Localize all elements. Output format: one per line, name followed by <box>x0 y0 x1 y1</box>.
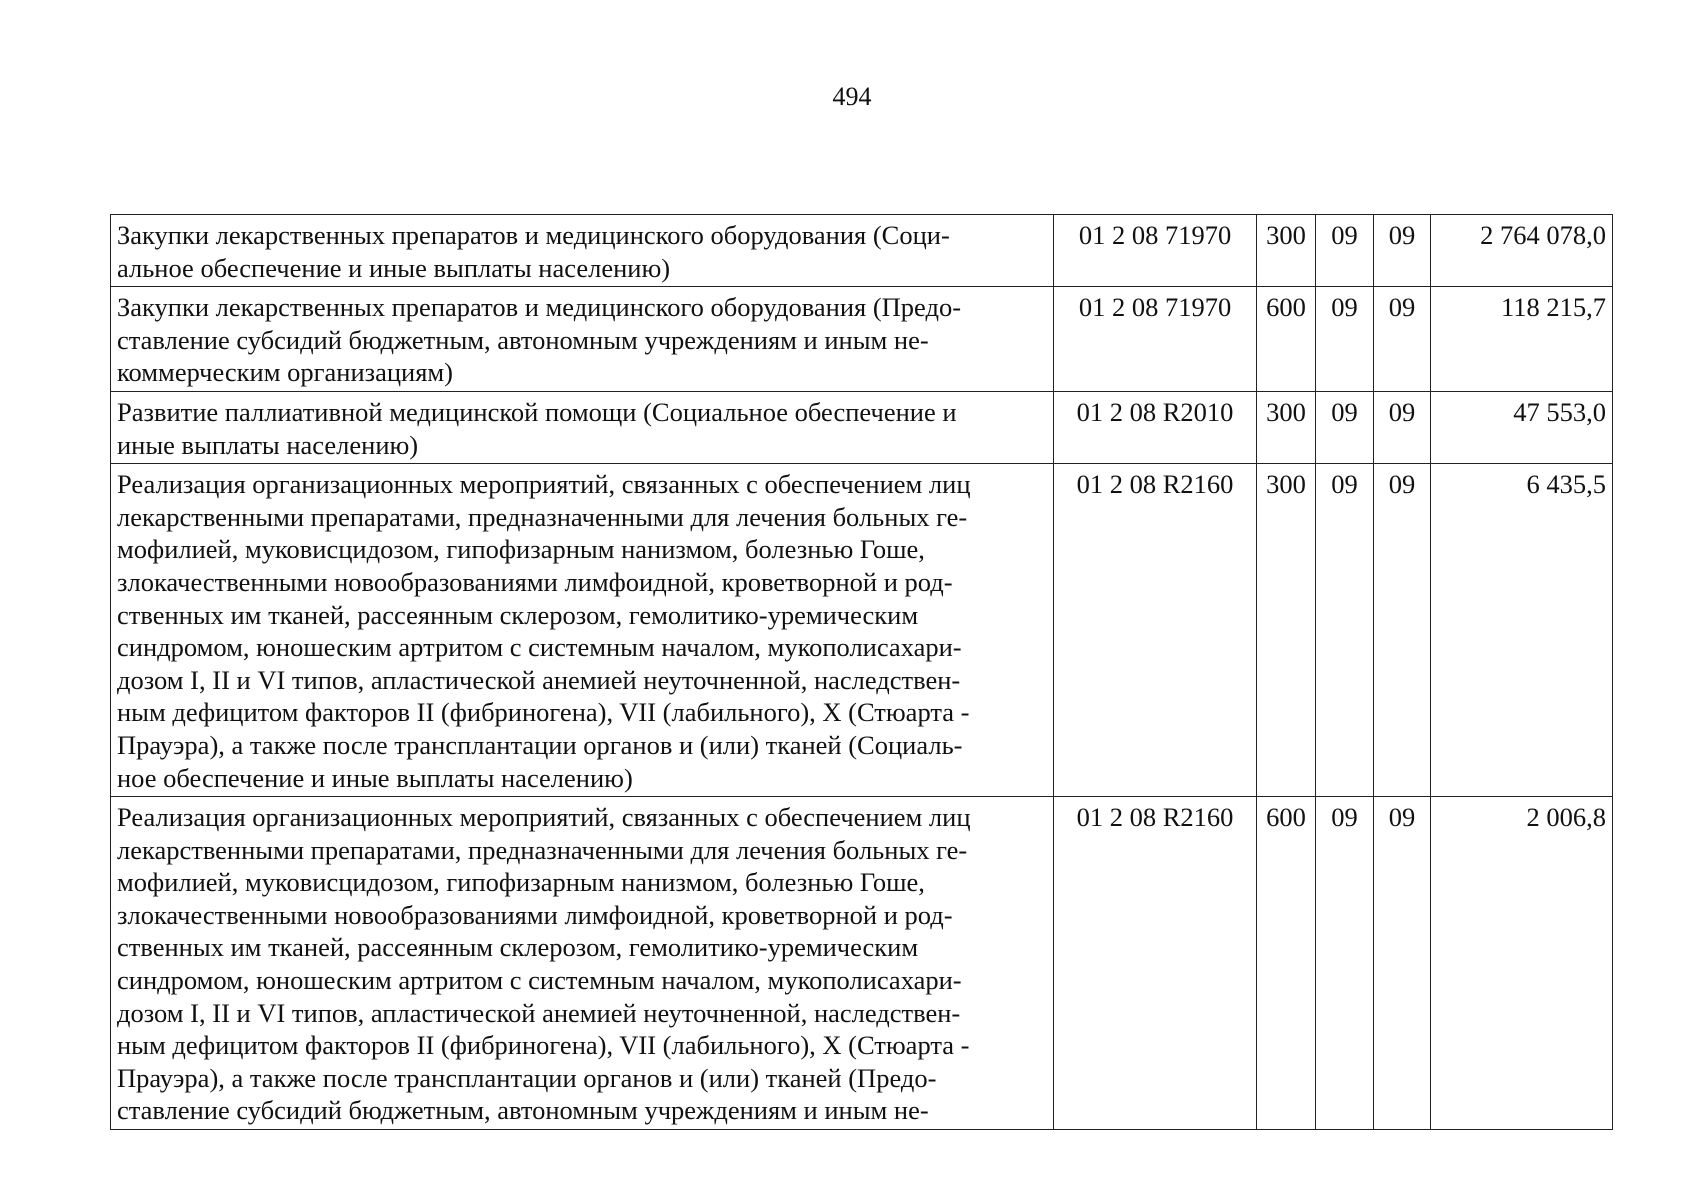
table-row <box>111 215 1613 287</box>
target-article-code-cell: 01 2 08 71970 <box>1054 215 1257 287</box>
section-cell: 09 <box>1316 464 1374 797</box>
table-row <box>111 287 1613 392</box>
table-row <box>111 797 1613 1130</box>
budget-table <box>110 214 1613 1130</box>
subsection-cell: 09 <box>1374 215 1431 287</box>
section-cell: 09 <box>1316 391 1374 463</box>
expense-type-cell: 600 <box>1257 287 1316 392</box>
expense-type-cell: 300 <box>1257 391 1316 463</box>
row-name-cell: Закупки лекарственных препаратов и медицинского оборудования (Предо- ставление субсидий бюджетным, автономным учреждениям и иным не- коммерческим организациям) <box>111 287 1054 392</box>
row-name-cell: Развитие паллиативной медицинской помощи (Социальное обеспечение и иные выплаты населению) <box>111 391 1054 463</box>
page-number: 494 <box>832 82 872 111</box>
expense-type-cell: 600 <box>1257 797 1316 1130</box>
subsection-cell: 09 <box>1374 464 1431 797</box>
row-name-cell: Реализация организационных мероприятий, связанных с обеспечением лиц лекарственными препаратами, предназначенными для лечения больных ге- мофилией, муковисцидозом, гипофизарным нанизмом, болезнью Гоше, злокачественными новообразованиями лимфоидной, кроветворной и род- ственных им тканей, рассеянным склерозом, гемолитико-уремическим синдромом, юношеским артритом с системным началом, мукополисахари- дозом I, II и VI типов, апластической анемией неуточненной, наследствен- ным дефицитом факторов II (фибриногена), VII (лабильного), X (Стюарта - Прауэра), а также после трансплантации органов и (или) тканей (Социаль- ное обеспечение и иные выплаты населению) <box>111 464 1054 797</box>
section-cell: 09 <box>1316 287 1374 392</box>
subsection-cell: 09 <box>1374 287 1431 392</box>
target-article-code-cell: 01 2 08 71970 <box>1054 287 1257 392</box>
subsection-cell: 09 <box>1374 797 1431 1130</box>
row-name-cell: Закупки лекарственных препаратов и медицинского оборудования (Соци- альное обеспечение и иные выплаты населению) <box>111 215 1054 287</box>
section-cell: 09 <box>1316 215 1374 287</box>
row-name-cell: Реализация организационных мероприятий, связанных с обеспечением лиц лекарственными препаратами, предназначенными для лечения больных ге- мофилией, муковисцидозом, гипофизарным нанизмом, болезнью Гоше, злокачественными новообразованиями лимфоидной, кроветворной и род- ственных им тканей, рассеянным склерозом, гемолитико-уремическим синдромом, юношеским артритом с системным началом, мукополисахари- дозом I, II и VI типов, апластической анемией неуточненной, наследствен- ным дефицитом факторов II (фибриногена), VII (лабильного), X (Стюарта - Прауэра), а также после трансплантации органов и (или) тканей (Предо- ставление субсидий бюджетным, автономным учреждениям и иным не- <box>111 797 1054 1130</box>
subsection-cell: 09 <box>1374 391 1431 463</box>
target-article-code-cell: 01 2 08 R2160 <box>1054 797 1257 1130</box>
expense-type-cell: 300 <box>1257 215 1316 287</box>
table-row <box>111 391 1613 463</box>
expense-type-cell: 300 <box>1257 464 1316 797</box>
table-row <box>111 464 1613 797</box>
amount-cell: 2 006,8 <box>1431 797 1613 1130</box>
amount-cell: 2 764 078,0 <box>1431 215 1613 287</box>
section-cell: 09 <box>1316 797 1374 1130</box>
amount-cell: 47 553,0 <box>1431 391 1613 463</box>
target-article-code-cell: 01 2 08 R2160 <box>1054 464 1257 797</box>
target-article-code-cell: 01 2 08 R2010 <box>1054 391 1257 463</box>
amount-cell: 6 435,5 <box>1431 464 1613 797</box>
amount-cell: 118 215,7 <box>1431 287 1613 392</box>
